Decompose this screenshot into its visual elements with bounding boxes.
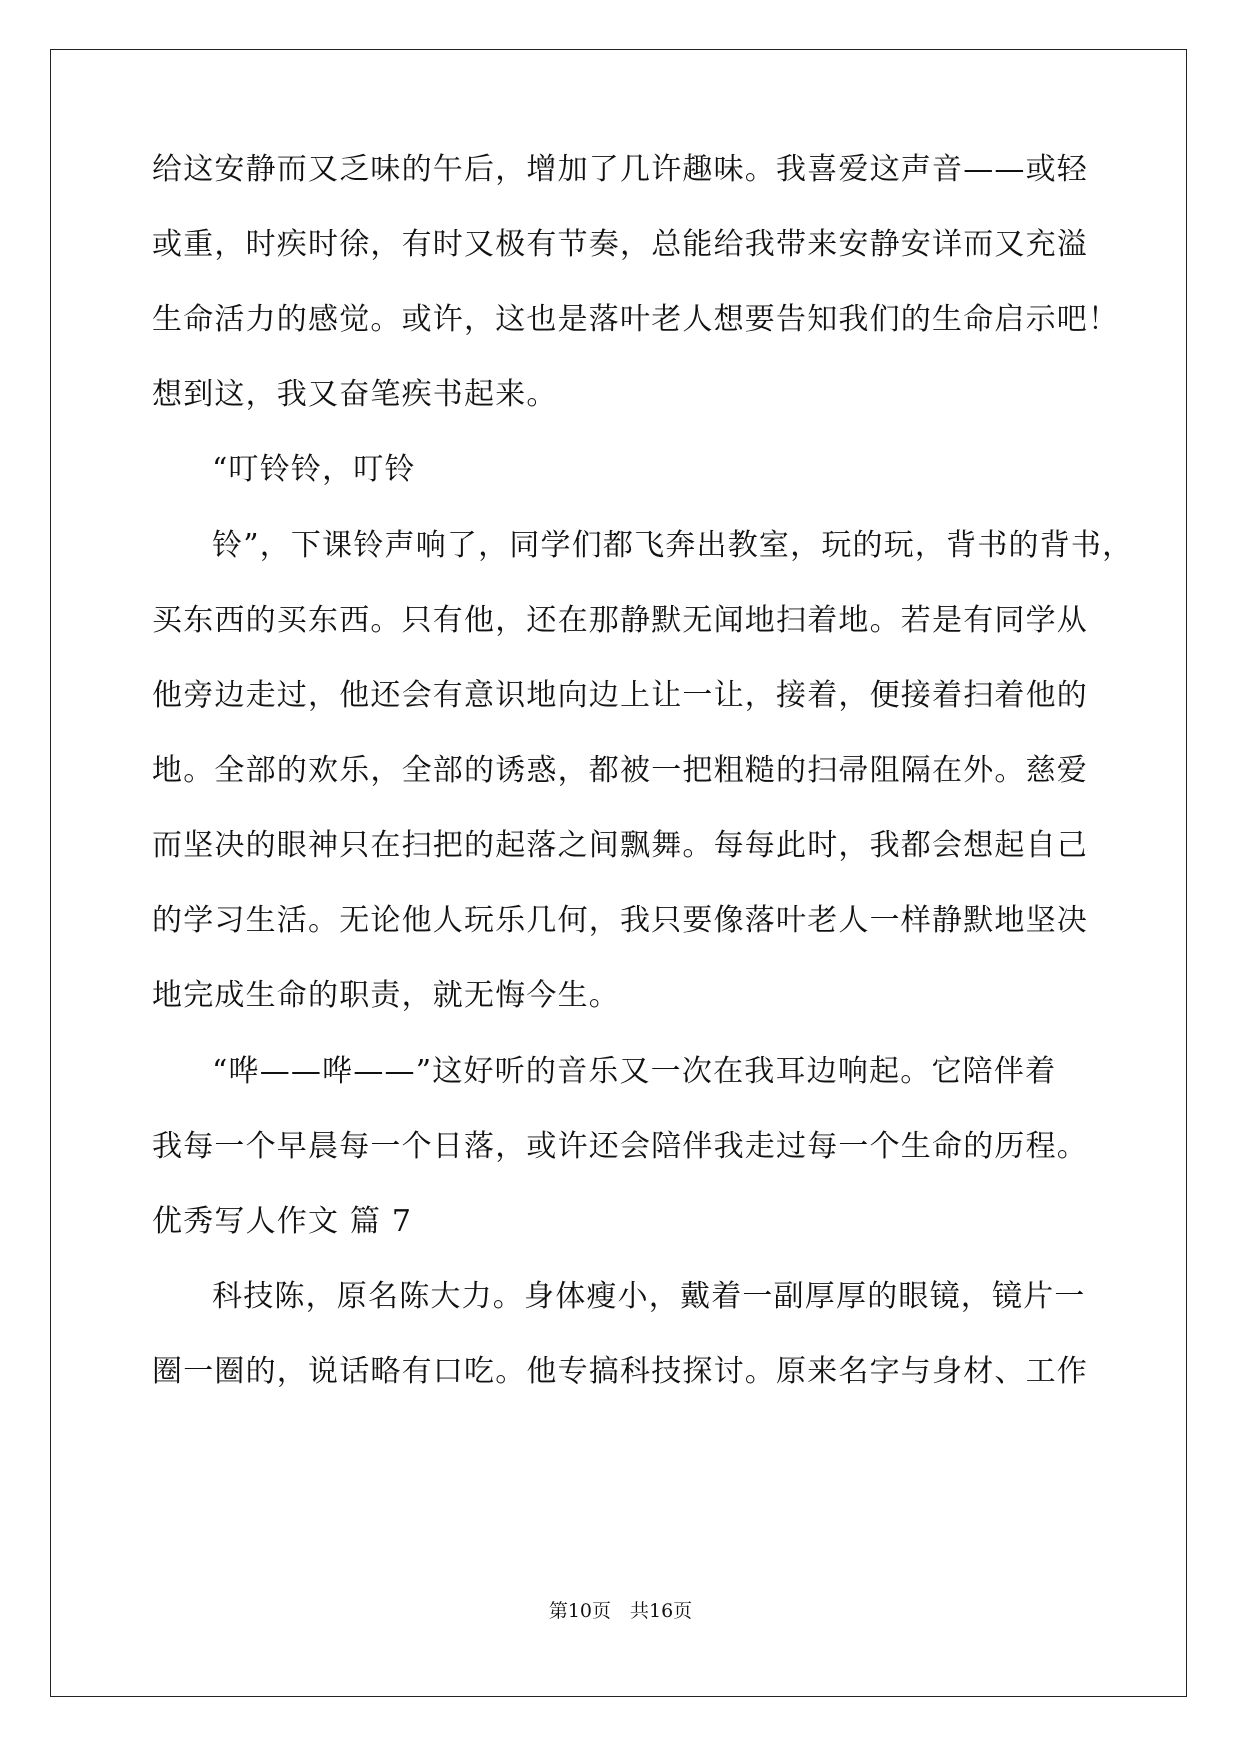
section-heading: 优秀写人作文 篇 7 [152, 1204, 413, 1239]
paragraph-line: “叮铃铃，叮铃 [212, 452, 416, 487]
paragraph-line: 想到这，我又奋笔疾书起来。 [152, 377, 558, 412]
paragraph-line: 地完成生命的职责，就无悔今生。 [152, 978, 620, 1013]
paragraph-line: 他旁边走过，他还会有意识地向边上让一让，接着，便接着扫着他的 [152, 678, 1088, 713]
paragraph-line: 的学习生活。无论他人玩乐几何，我只要像落叶老人一样静默地坚决 [152, 903, 1088, 938]
paragraph-line: 科技陈，原名陈大力。身体瘦小，戴着一副厚厚的眼镜，镜片一 [212, 1279, 1086, 1314]
paragraph-line: 买东西的买东西。只有他，还在那静默无闻地扫着地。若是有同学从 [152, 603, 1088, 638]
paragraph-line: 而坚决的眼神只在扫把的起落之间飘舞。每每此时，我都会想起自己 [152, 828, 1088, 863]
paragraph-line: 我每一个早晨每一个日落，或许还会陪伴我走过每一个生命的历程。 [152, 1129, 1088, 1164]
paragraph-line: 铃”，下课铃声响了，同学们都飞奔出教室，玩的玩，背书的背书， [212, 528, 1134, 563]
page-number-footer: 第10页 共16页 [548, 1600, 693, 1622]
page-border [50, 49, 1187, 1697]
paragraph-line: 给这安静而又乏味的午后，增加了几许趣味。我喜爱这声音——或轻 [152, 152, 1088, 187]
paragraph-line: 圈一圈的，说话略有口吃。他专搞科技探讨。原来名字与身材、工作 [152, 1354, 1088, 1389]
paragraph-line: “哗——哗——”这好听的音乐又一次在我耳边响起。它陪伴着 [212, 1054, 1057, 1089]
paragraph-line: 或重，时疾时徐，有时又极有节奏，总能给我带来安静安详而又充溢 [152, 227, 1088, 262]
paragraph-line: 地。全部的欢乐，全部的诱惑，都被一把粗糙的扫帚阻隔在外。慈爱 [152, 753, 1088, 788]
paragraph-line: 生命活力的感觉。或许，这也是落叶老人想要告知我们的生命启示吧！ [152, 302, 1120, 337]
